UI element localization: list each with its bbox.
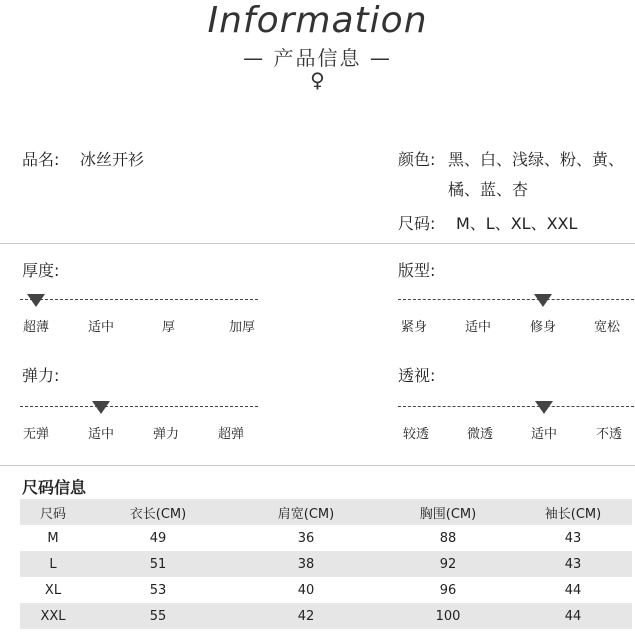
table-cell: XL [44, 582, 62, 598]
elasticity-tick-3: 弹力 [153, 427, 180, 442]
elasticity-tick-2: 适中 [88, 427, 115, 442]
page-subtitle: — 产品信息 — [243, 46, 392, 70]
fit-tick-3: 修身 [530, 320, 557, 335]
table-cell: 96 [439, 582, 457, 598]
elasticity-marker [92, 401, 110, 414]
female-icon: ♀ [310, 68, 325, 92]
color-label: 颜色: [398, 150, 436, 169]
elasticity-tick-4: 超弹 [218, 427, 245, 442]
fit-scale-line [398, 299, 634, 300]
transparency-marker [535, 401, 553, 414]
size-table [20, 499, 632, 629]
fit-label: 版型: [398, 261, 436, 280]
table-cell: 38 [230, 551, 382, 577]
table-cell: L [20, 551, 86, 577]
thickness-tick-2: 适中 [88, 320, 115, 335]
table-cell: 51 [86, 551, 230, 577]
thickness-tick-1: 超薄 [23, 320, 50, 335]
divider [0, 243, 635, 244]
table-row [20, 551, 632, 577]
table-cell: 43 [564, 530, 582, 546]
table-cell: XXL [20, 603, 86, 629]
name-value: 冰丝开衫 [80, 150, 145, 169]
thickness-label: 厚度: [22, 261, 60, 280]
table-cell: 40 [297, 582, 315, 598]
table-cell: 53 [149, 582, 167, 598]
table-cell: 42 [230, 603, 382, 629]
transparency-tick-4: 不透 [596, 427, 623, 442]
thickness-tick-4: 加厚 [229, 320, 256, 335]
transparency-tick-1: 较透 [403, 427, 430, 442]
table-cell: 88 [439, 530, 457, 546]
transparency-label: 透视: [398, 366, 436, 385]
color-values-line2: 橘、蓝、杏 [448, 180, 529, 199]
column-header: 衣长(CM) [86, 499, 230, 525]
color-values-line1: 黑、白、浅绿、粉、黄、 [448, 150, 625, 169]
table-row [20, 577, 632, 603]
table-cell: 92 [382, 551, 514, 577]
elasticity-tick-1: 无弹 [23, 427, 50, 442]
table-cell: 100 [382, 603, 514, 629]
column-header: 袖长(CM) [514, 499, 632, 525]
column-header: 尺码 [20, 499, 86, 525]
divider [0, 465, 635, 466]
fit-tick-1: 紧身 [401, 320, 428, 335]
table-cell: M [47, 530, 59, 546]
size-values: M、L、XL、XXL [456, 214, 578, 233]
fit-tick-4: 宽松 [594, 320, 621, 335]
transparency-tick-3: 适中 [531, 427, 558, 442]
elasticity-scale-line [20, 406, 258, 407]
table-cell: 55 [86, 603, 230, 629]
size-label: 尺码: [398, 214, 436, 233]
thickness-tick-3: 厚 [162, 320, 176, 335]
page-title: Information [207, 0, 428, 41]
thickness-marker [27, 294, 45, 307]
table-row [20, 603, 632, 629]
table-cell: 43 [514, 551, 632, 577]
elasticity-label: 弹力: [22, 366, 60, 385]
table-row [20, 525, 632, 551]
size-table-title: 尺码信息 [22, 478, 87, 497]
table-cell: 49 [149, 530, 167, 546]
table-header-row [20, 499, 632, 525]
table-cell: 44 [514, 603, 632, 629]
column-header: 肩宽(CM) [230, 499, 382, 525]
table-cell: 44 [564, 582, 582, 598]
transparency-tick-2: 微透 [467, 427, 494, 442]
thickness-scale-line [20, 299, 258, 300]
fit-marker [534, 294, 552, 307]
transparency-scale-line [398, 406, 634, 407]
name-label: 品名: [22, 150, 60, 169]
fit-tick-2: 适中 [465, 320, 492, 335]
column-header: 胸围(CM) [382, 499, 514, 525]
table-cell: 36 [297, 530, 315, 546]
